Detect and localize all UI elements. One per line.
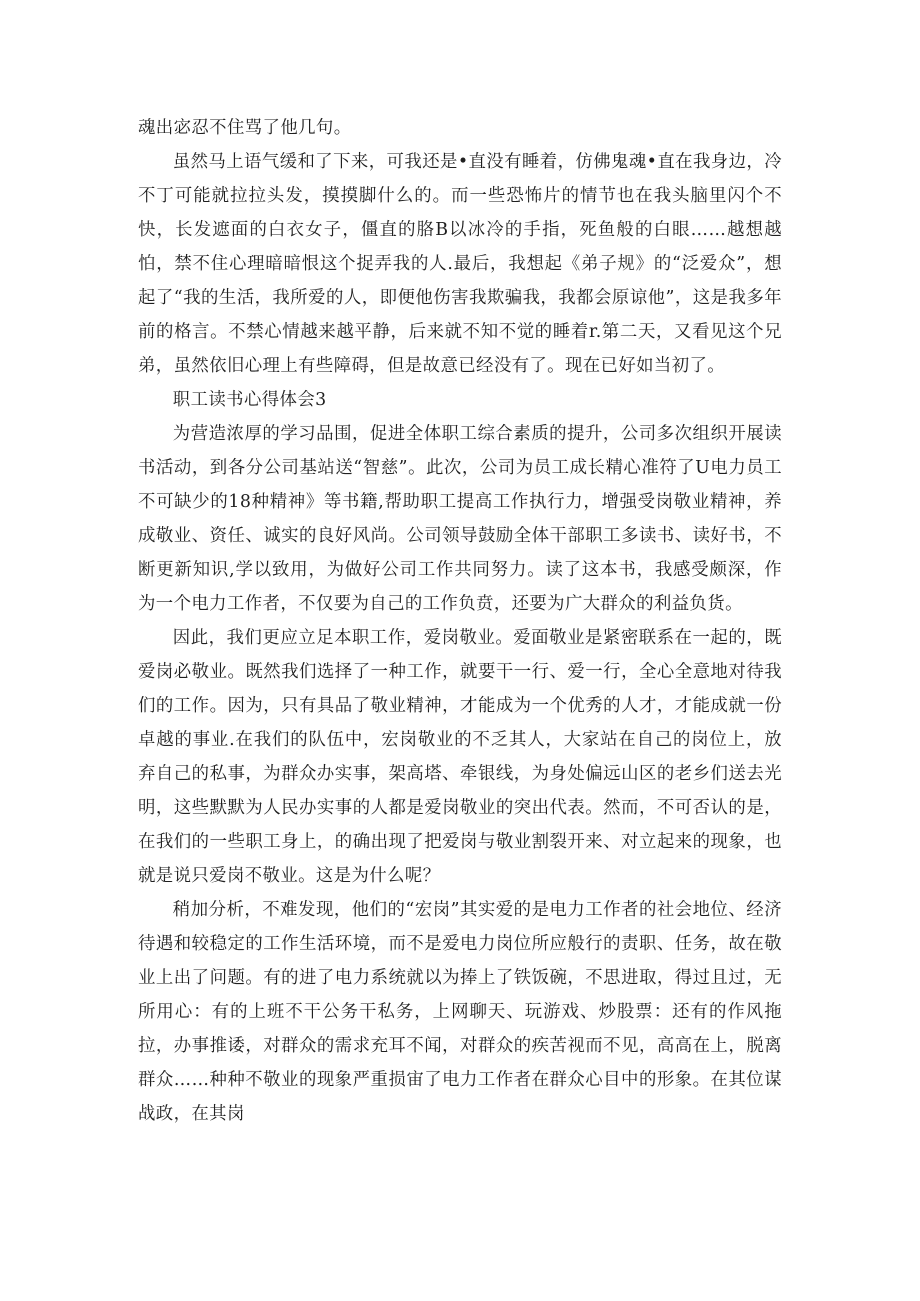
section-heading: 职工读书心得体会3 <box>172 390 327 410</box>
paragraph: 虽然马上语气缓和了下来，可我还是•直没有睡着，仿佛鬼魂•直在我身边，冷不丁可能就拉拉头发，摸摸脚什么的。而一些恐怖片的情节也在我头脑里闪个不快，长发遮面的白衣女子，僵直的胳B以冰冷的手指，死鱼般的白眼……越想越怕，禁不住心理暗暗恨这个捉弄我的人.最后，我想起《弟子规》的“泛爱众”，想起了“我的生活，我所爱的人，即便他伤害我欺骗我，我都会原谅他”，这是我多年前的格言。不禁心情越来越平静，后来就不知不觉的睡着r.第二天，又看见这个兄弟，虽然依旧心理上有些障碍，但是故意已经没有了。现在已好如当初了。 <box>138 152 782 376</box>
paragraph: 为营造浓厚的学习品围，促进全体职工综合素质的提升，公司多次组织开展读书活动，到各分公司基站送“智慈”。此次，公司为员工成长精心准符了U电力员工不可缺少的18种精神》等书籍,帮助职工提高工作执行力，增强受岗敬业精神，养成敬业、资任、诚实的良好风尚。公司领导鼓励全体干部职工多读书、读好书，不断更新知识,学以致用，为做好公司工作共同努力。读了这本书，我感受颇深，作为一个电力工作者，不仅要为自己的工作负贲，还要为广大群众的利益负货。 <box>138 424 782 614</box>
paragraph: 因此，我们更应立足本职工作，爱岗敬业。爱面敬业是紧密联系在一起的，既爱岗必敬业。既然我们选择了一种工作，就要干一行、爱一行，全心全意地对待我们的工作。因为，只有具品了敬业精神，才能成为一个优秀的人才，才能成就一份卓越的事业.在我们的队伍中，宏岗敬业的不乏其人，大家站在自己的岗位上，放弃自己的私事，为群众办实事，架高塔、牵银线，为身处偏远山区的老乡们送去光明，这些默默为人民办实事的人都是爱岗敬业的突出代表。然而，不可否认的是，在我们的一些职工身上，的确出现了把爱岗与敬业割裂开来、对立起来的现象，也就是说只爱岗不敬业。这是为什么呢？ <box>138 628 782 886</box>
paragraph-continuation: 魂出宓忍不住骂了他几句。 <box>138 118 352 138</box>
document-body <box>138 111 782 1131</box>
paragraph: 稍加分析，不难发现，他们的“宏岗”其实爱的是电力工作者的社会地位、经济待遇和较稳定的工作生活环境，而不是爱电力岗位所应般行的责职、任务，故在敬业上出了问题。有的进了电力系统就以为捧上了铁饭碗，不思进取，得过且过，无所用心：有的上班不干公务干私务，上网聊天、玩游戏、炒股票：还有的作风拖拉，办事推诿，对群众的需求充耳不闻，对群众的疾苦视而不见，高高在上，脱离群众……种种不敬业的现象严重损宙了电力工作者在群众心目中的形象。在其位谋战政，在其岗 <box>138 900 782 1124</box>
